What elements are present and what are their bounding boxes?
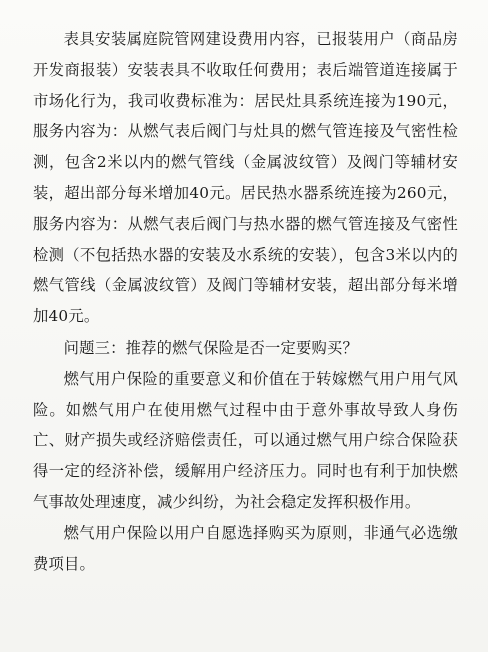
paragraph-insurance-voluntary: 燃气用户保险以用户自愿选择购买为原则，非通气必选缴费项目。 <box>33 523 458 573</box>
paragraph-installation-fees: 表具安装属庭院管网建设费用内容，已报装用户（商品房开发商报装）安装表具不收取任何费用；表后端管道连接属于市场化行为，我司收费标准为：居民灶具系统连接为190元，服务内容为：从燃气表后阀门与灶具的燃气管连接及气密性检测，包含2米以内的燃气管线（金属波纹管）及阀门等辅材安装，超出部分每米增加40元。居民热水器系统连接为260元，服务内容为：从燃气表后阀门与热水器的燃气管连接及气密性检测（不包括热水器的安装及水系统的安装），包含3米以内的燃气管线（金属波纹管）及阀门等辅材安装，超出部分每米增加40元。 <box>33 30 458 326</box>
paragraph-insurance-value: 燃气用户保险的重要意义和价值在于转嫁燃气用户用气风险。如燃气用户在使用燃气过程中由于意外事故导致人身伤亡、财产损失或经济赔偿责任，可以通过燃气用户综合保险获得一定的经济补偿，缓解用户经济压力。同时也有利于加快燃气事故处理速度，减少纠纷，为社会稳定发挥积极作用。 <box>33 369 458 511</box>
question-three-heading: 问题三：推荐的燃气保险是否一定要购买？ <box>63 338 359 357</box>
